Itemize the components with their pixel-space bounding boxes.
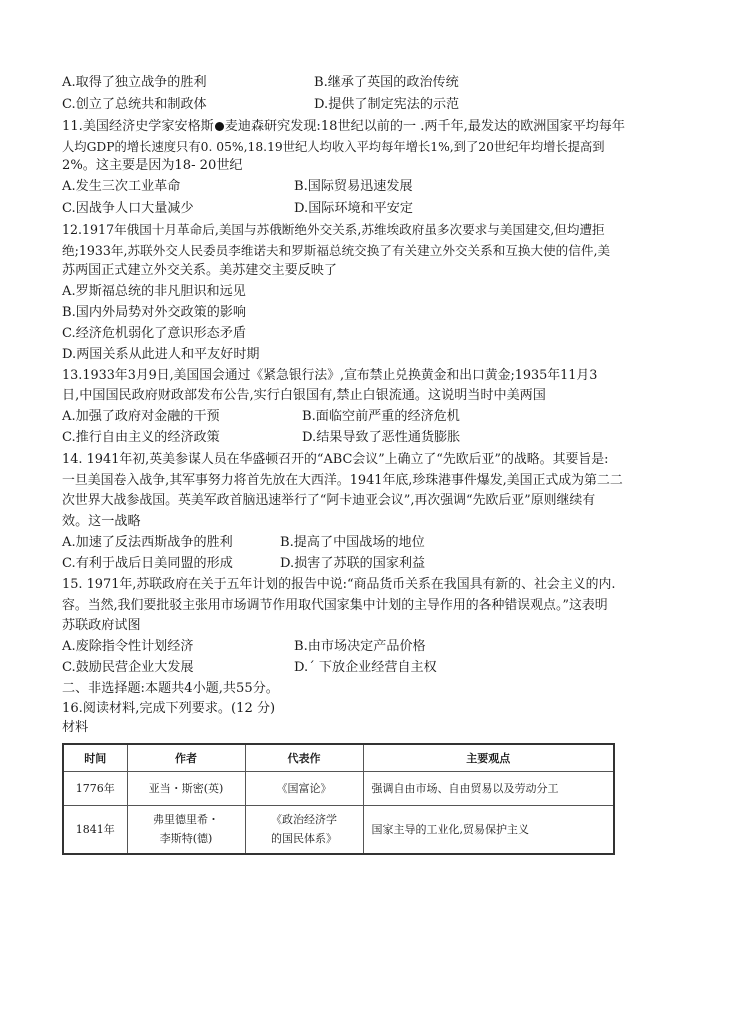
q15-option-b: B.由市场决定产品价格 xyxy=(294,639,426,654)
q12-option-d: D.两国关系从此进人和平友好时期 xyxy=(62,347,260,362)
q12-option-b: B.国内外局势对外交政策的影响 xyxy=(62,305,247,320)
table-header-work: 代表作 xyxy=(245,744,363,772)
q13-stem-line-2: 日,中国国民政府财政部发布公告,实行白银国有,禁止白银流通。这说明当时中美两国 xyxy=(62,388,546,403)
q14-stem-line-4: 效。这一战略 xyxy=(62,514,141,529)
q11-option-b: B.国际贸易迅速发展 xyxy=(294,179,413,194)
q13-options-row-2 xyxy=(62,428,461,448)
q12-option-a: A.罗斯福总统的非凡胆识和远见 xyxy=(62,284,246,299)
q14-options-row-2 xyxy=(62,554,426,574)
q10-option-a: A.取得了独立战争的胜利 xyxy=(62,75,207,90)
q15-option-c: C.鼓励民营企业大发展 xyxy=(62,660,194,675)
q10-option-c: C.创立了总统共和制政体 xyxy=(62,97,207,112)
q15-options-row-2 xyxy=(62,658,437,678)
q10-options-row-1 xyxy=(62,73,459,93)
table-cell-author: 亚当・斯密(英) xyxy=(127,772,245,806)
q15-stem-line-2: 容。当然,我们要批驳主张用市场调节作用取代国家集中计划的主导作用的各种错误观点。”这表明 xyxy=(62,598,608,613)
q14-options-row-1 xyxy=(62,533,425,553)
q14-option-c: C.有利于战后日美同盟的形成 xyxy=(62,556,233,571)
table-header-view: 主要观点 xyxy=(363,744,614,772)
q12-option-c: C.经济危机弱化了意识形态矛盾 xyxy=(62,326,246,341)
table-cell-time: 1841年 xyxy=(63,806,127,854)
table-cell-time: 1776年 xyxy=(63,772,127,806)
q13-options-row-1 xyxy=(62,407,460,427)
q11-option-d: D.国际环境和平安定 xyxy=(294,201,413,216)
q16-stem: 16.阅读材料,完成下列要求。(12 分) xyxy=(62,701,276,716)
q10-option-b: B.继承了英国的政治传统 xyxy=(314,75,459,90)
q11-option-a: A.发生三次工业革命 xyxy=(62,179,181,194)
table-cell-author-line-1: 弗里德里希・ xyxy=(153,813,219,827)
table-cell-author xyxy=(127,806,245,854)
table-cell-work-line-1: 《政治经济学 xyxy=(271,813,337,827)
q15-option-d: D.ˊ 下放企业经营自主权 xyxy=(294,660,437,675)
q15-stem-line-3: 苏联政府试图 xyxy=(62,618,141,633)
table-row xyxy=(63,772,614,806)
table-cell-view: 国家主导的工业化,贸易保护主义 xyxy=(363,806,614,854)
q13-option-b: B.面临空前严重的经济危机 xyxy=(302,409,460,424)
q11-stem-line-3: 2%。这主要是因为18- 20世纪 xyxy=(62,158,243,173)
q13-stem-line-1: 13.1933年3月9日,美国国会通过《紧急银行法》,宣布禁止兑换黄金和出口黄金;1935年11月3 xyxy=(62,368,598,383)
q14-option-b: B.提高了中国战场的地位 xyxy=(280,535,425,550)
table-header-time: 时间 xyxy=(63,744,127,772)
q15-stem-line-1: 15. 1971年,苏联政府在关于五年计划的报告中说:“商品货币关系在我国具有新的、社会主义的内. xyxy=(62,577,616,592)
q11-stem-line-1 xyxy=(62,117,625,137)
table-cell-work: 《国富论》 xyxy=(245,772,363,806)
material-table xyxy=(62,743,615,855)
bullet-dot-icon xyxy=(215,122,224,131)
table-cell-author-line-2: 李斯特(德) xyxy=(159,832,213,846)
q12-stem-line-3: 苏两国正式建立外交关系。美苏建交主要反映了 xyxy=(62,263,337,278)
table-cell-view: 强调自由市场、自由贸易以及劳动分工 xyxy=(363,772,614,806)
q10-options-row-2 xyxy=(62,95,460,115)
q11-options-row-2 xyxy=(62,199,413,219)
q13-option-c: C.推行自由主义的经济政策 xyxy=(62,430,220,445)
q11-stem-part-2: 麦迪森研究发现:18世纪以前的一 .两千年,最发达的欧洲国家平均每年 xyxy=(224,119,625,134)
q10-option-d: D.提供了制定宪法的示范 xyxy=(314,97,460,112)
q13-option-a: A.加强了政府对金融的干预 xyxy=(62,409,220,424)
table-cell-work xyxy=(245,806,363,854)
q14-stem-line-3: 次世界大战参战国。英美军政首脑迅速举行了“阿卡迪亚会议”,再次强调“先欧后亚”原则继续有 xyxy=(62,493,596,508)
table-cell-work-line-2: 的国民体系》 xyxy=(271,832,337,846)
q13-option-d: D.结果导致了恶性通货膨胀 xyxy=(302,430,461,445)
q11-stem-line-2: 人均GDP的增长速度只有0. 05%,18.19世纪人均收入平均每年增长1%,到了20世纪年均增长提高到 xyxy=(62,140,605,154)
q12-stem-line-1: 12.1917年俄国十月革命后,美国与苏俄断绝外交关系,苏维埃政府虽多次要求与美国建交,但均遭拒 xyxy=(62,222,605,237)
table-row xyxy=(63,806,614,854)
q15-option-a: A.废除指令性计划经济 xyxy=(62,639,194,654)
section-2-heading: 二、非选择题:本题共4小题,共55分。 xyxy=(62,681,279,696)
q11-option-c: C.因战争人口大量减少 xyxy=(62,201,194,216)
table-header-author: 作者 xyxy=(127,744,245,772)
q14-option-d: D.损害了苏联的国家利益 xyxy=(280,556,426,571)
q11-stem-part-1: 11.美国经济史学家安格斯 xyxy=(62,119,214,134)
table-header-row xyxy=(63,744,614,772)
q14-stem-line-2: 一旦美国卷入战争,其军事努力将首先放在大西洋。1941年底,珍珠港事件爆发,美国正式成为第二二 xyxy=(62,473,623,488)
q14-stem-line-1: 14. 1941年初,英美参谋人员在华盛顿召开的“ABC会议”上确立了“先欧后亚”的战略。其要旨是: xyxy=(62,452,609,467)
q11-options-row-1 xyxy=(62,177,413,197)
q12-stem-line-2: 绝;1933年,苏联外交人民委员李维诺夫和罗斯福总统交换了有关建立外交关系和互换大使的信件,美 xyxy=(62,243,611,258)
q15-options-row-1 xyxy=(62,637,426,657)
material-label: 材料 xyxy=(62,720,89,735)
q14-option-a: A.加速了反法西斯战争的胜利 xyxy=(62,535,233,550)
